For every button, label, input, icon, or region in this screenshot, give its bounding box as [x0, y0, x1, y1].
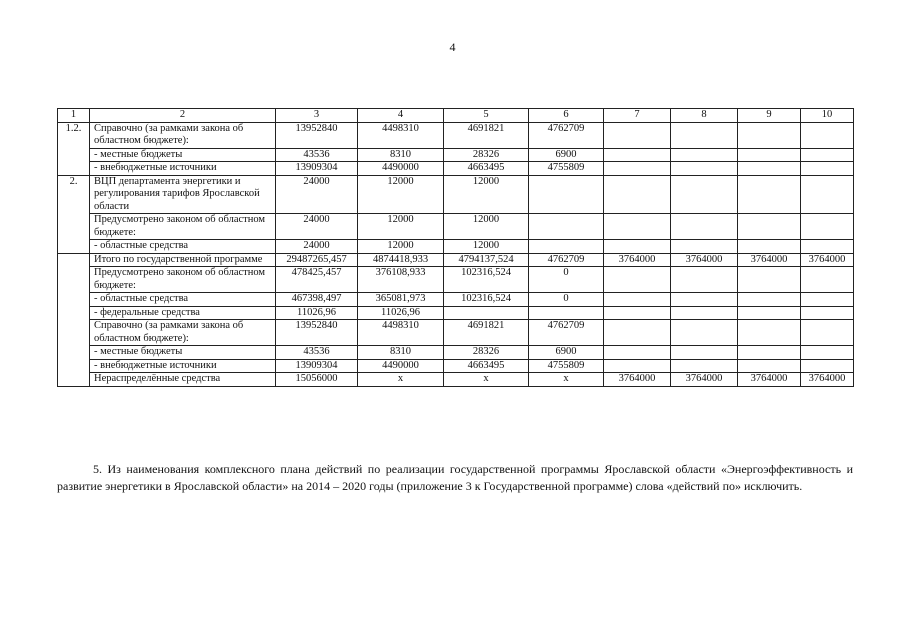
value-cell: 12000: [444, 240, 529, 254]
value-cell: 102316,524: [444, 293, 529, 307]
value-cell: [738, 240, 801, 254]
value-cell: [604, 122, 671, 148]
value-cell: 3764000: [604, 253, 671, 267]
value-cell: [801, 359, 854, 373]
value-cell: х: [529, 373, 604, 387]
value-cell: [604, 162, 671, 176]
value-cell: 102316,524: [444, 267, 529, 293]
value-cell: [738, 346, 801, 360]
table-row: [58, 175, 854, 214]
value-cell: 3764000: [738, 373, 801, 387]
value-cell: [529, 214, 604, 240]
column-header: 4: [358, 109, 444, 123]
row-name: - внебюджетные источники: [90, 162, 276, 176]
value-cell: 6900: [529, 346, 604, 360]
value-cell: 3764000: [604, 373, 671, 387]
table-row: [58, 373, 854, 387]
value-cell: 12000: [444, 214, 529, 240]
value-cell: 12000: [444, 175, 529, 214]
row-name: Предусмотрено законом об областном бюджете:: [90, 267, 276, 293]
value-cell: [604, 359, 671, 373]
value-cell: 467398,497: [276, 293, 358, 307]
value-cell: [738, 267, 801, 293]
value-cell: 4755809: [529, 359, 604, 373]
value-cell: 3764000: [801, 373, 854, 387]
value-cell: [801, 214, 854, 240]
value-cell: 28326: [444, 148, 529, 162]
value-cell: 13952840: [276, 320, 358, 346]
value-cell: [801, 293, 854, 307]
value-cell: х: [358, 373, 444, 387]
value-cell: [671, 267, 738, 293]
value-cell: [671, 320, 738, 346]
value-cell: [671, 162, 738, 176]
row-name: Справочно (за рамками закона об областном бюджете):: [90, 122, 276, 148]
value-cell: 4490000: [358, 162, 444, 176]
column-header: 3: [276, 109, 358, 123]
row-name: - местные бюджеты: [90, 346, 276, 360]
row-index: [58, 253, 90, 386]
value-cell: 478425,457: [276, 267, 358, 293]
row-name: Итого по государственной программе: [90, 253, 276, 267]
value-cell: [604, 346, 671, 360]
value-cell: 3764000: [801, 253, 854, 267]
column-header: 10: [801, 109, 854, 123]
value-cell: 0: [529, 293, 604, 307]
value-cell: [671, 214, 738, 240]
value-cell: [738, 214, 801, 240]
value-cell: 4498310: [358, 320, 444, 346]
value-cell: 4663495: [444, 162, 529, 176]
value-cell: 4794137,524: [444, 253, 529, 267]
value-cell: [738, 306, 801, 320]
table-row: [58, 359, 854, 373]
value-cell: [738, 162, 801, 176]
value-cell: 13909304: [276, 162, 358, 176]
column-header: 6: [529, 109, 604, 123]
value-cell: [801, 306, 854, 320]
value-cell: [738, 122, 801, 148]
page-number: 4: [449, 40, 456, 54]
row-name: ВЦП департамента энергетики и регулирования тарифов Ярославской области: [90, 175, 276, 214]
value-cell: 15056000: [276, 373, 358, 387]
value-cell: 3764000: [738, 253, 801, 267]
value-cell: 6900: [529, 148, 604, 162]
row-index: 1.2.: [58, 122, 90, 175]
value-cell: [801, 162, 854, 176]
value-cell: 4691821: [444, 122, 529, 148]
value-cell: 4755809: [529, 162, 604, 176]
value-cell: [671, 175, 738, 214]
table-header-row: [58, 109, 854, 123]
row-name: - областные средства: [90, 240, 276, 254]
table-row: [58, 346, 854, 360]
value-cell: 4762709: [529, 253, 604, 267]
column-header: 5: [444, 109, 529, 123]
value-cell: [801, 320, 854, 346]
table-row: [58, 320, 854, 346]
column-header: 7: [604, 109, 671, 123]
value-cell: 365081,973: [358, 293, 444, 307]
row-name: Справочно (за рамками закона об областном бюджете):: [90, 320, 276, 346]
table-row: [58, 253, 854, 267]
value-cell: [604, 320, 671, 346]
row-index: 2.: [58, 175, 90, 253]
table-row: [58, 293, 854, 307]
value-cell: [529, 306, 604, 320]
value-cell: 43536: [276, 148, 358, 162]
value-cell: [604, 267, 671, 293]
value-cell: 43536: [276, 346, 358, 360]
value-cell: 8310: [358, 148, 444, 162]
row-name: - областные средства: [90, 293, 276, 307]
value-cell: 376108,933: [358, 267, 444, 293]
value-cell: х: [444, 373, 529, 387]
table-row: [58, 240, 854, 254]
value-cell: [801, 267, 854, 293]
table-row: [58, 267, 854, 293]
table-row: [58, 214, 854, 240]
column-header: 8: [671, 109, 738, 123]
value-cell: 11026,96: [276, 306, 358, 320]
value-cell: [529, 175, 604, 214]
value-cell: 29487265,457: [276, 253, 358, 267]
value-cell: [801, 240, 854, 254]
row-name: Предусмотрено законом об областном бюджете:: [90, 214, 276, 240]
value-cell: [738, 320, 801, 346]
value-cell: 4663495: [444, 359, 529, 373]
table-row: [58, 148, 854, 162]
value-cell: 12000: [358, 240, 444, 254]
value-cell: 24000: [276, 214, 358, 240]
value-cell: [801, 175, 854, 214]
value-cell: [604, 306, 671, 320]
value-cell: [604, 214, 671, 240]
row-name: - местные бюджеты: [90, 148, 276, 162]
value-cell: [604, 148, 671, 162]
value-cell: 4762709: [529, 320, 604, 346]
value-cell: [738, 148, 801, 162]
value-cell: 8310: [358, 346, 444, 360]
value-cell: [604, 175, 671, 214]
column-header: 1: [58, 109, 90, 123]
table-row: [58, 306, 854, 320]
value-cell: 4498310: [358, 122, 444, 148]
value-cell: 13952840: [276, 122, 358, 148]
value-cell: [604, 293, 671, 307]
value-cell: 13909304: [276, 359, 358, 373]
column-header: 2: [90, 109, 276, 123]
row-name: - федеральные средства: [90, 306, 276, 320]
value-cell: [671, 306, 738, 320]
row-name: Нераспределённые средства: [90, 373, 276, 387]
value-cell: 4490000: [358, 359, 444, 373]
value-cell: [738, 175, 801, 214]
column-header: 9: [738, 109, 801, 123]
value-cell: [444, 306, 529, 320]
value-cell: [671, 293, 738, 307]
value-cell: [738, 293, 801, 307]
value-cell: 4762709: [529, 122, 604, 148]
value-cell: 28326: [444, 346, 529, 360]
value-cell: [604, 240, 671, 254]
value-cell: [801, 122, 854, 148]
table-row: [58, 122, 854, 148]
table-row: [58, 162, 854, 176]
value-cell: [529, 240, 604, 254]
paragraph-5: 5. Из наименования комплексного плана действий по реализации государственной программы Ярославской области «Энергоэффективность и развитие энергетики в Ярославской области» на 2014 – 2020 годы (приложение 3 к Государственной программе) слова «действий по» исключить.: [57, 462, 853, 493]
value-cell: 3764000: [671, 253, 738, 267]
value-cell: 3764000: [671, 373, 738, 387]
value-cell: [671, 148, 738, 162]
value-cell: [801, 346, 854, 360]
value-cell: 4691821: [444, 320, 529, 346]
value-cell: 12000: [358, 214, 444, 240]
value-cell: [738, 359, 801, 373]
value-cell: [671, 359, 738, 373]
value-cell: 0: [529, 267, 604, 293]
value-cell: 24000: [276, 240, 358, 254]
value-cell: [671, 122, 738, 148]
value-cell: [801, 148, 854, 162]
value-cell: [671, 346, 738, 360]
value-cell: 11026,96: [358, 306, 444, 320]
row-name: - внебюджетные источники: [90, 359, 276, 373]
value-cell: 24000: [276, 175, 358, 214]
value-cell: 12000: [358, 175, 444, 214]
value-cell: 4874418,933: [358, 253, 444, 267]
budget-table: [57, 108, 854, 387]
value-cell: [671, 240, 738, 254]
